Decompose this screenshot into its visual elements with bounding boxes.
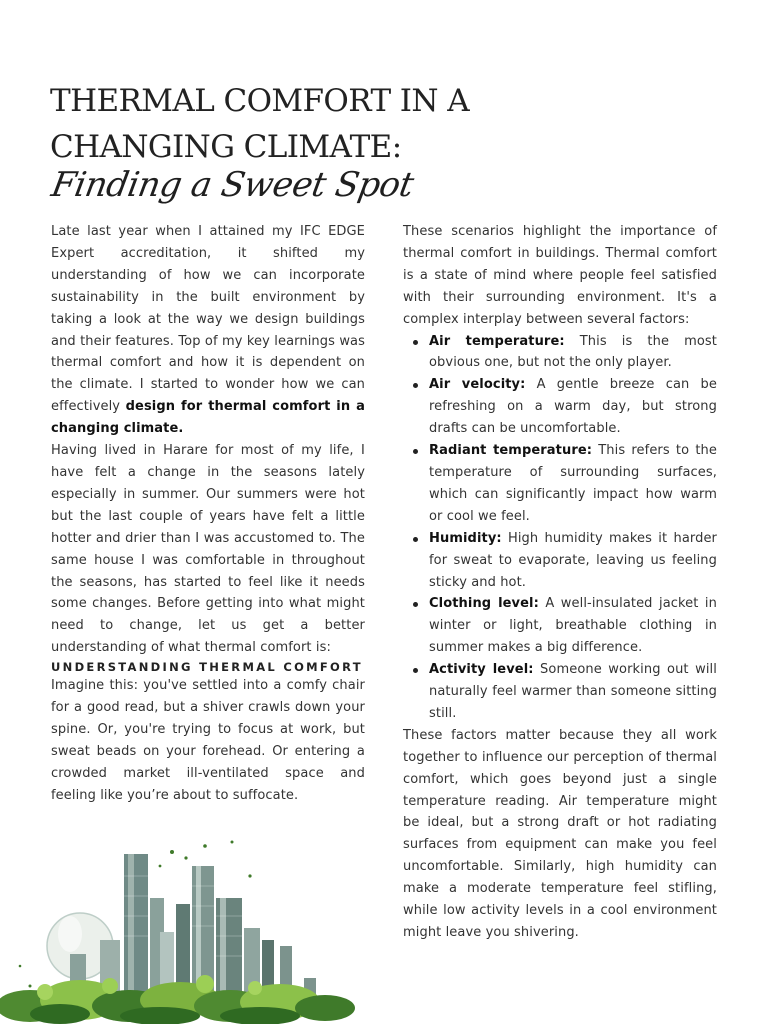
list-item	[403, 374, 717, 440]
factors-list	[403, 331, 717, 725]
section-heading: UNDERSTANDING THERMAL COMFORT	[51, 660, 363, 675]
list-item	[403, 528, 717, 594]
green-city-illustration	[0, 836, 360, 1024]
factor-text: This is the most obvious one, but not the only player.	[429, 333, 717, 371]
factor-text: A gentle breeze can be refreshing on a warm day, but strong drafts can be uncomfortable.	[429, 377, 717, 437]
factor-label: Air velocity:	[429, 377, 526, 393]
factor-text: High humidity makes it harder for sweat to evaporate, leaving us feeling sticky and hot.	[429, 530, 717, 590]
title-line-2: CHANGING CLIMATE:	[50, 129, 402, 165]
list-item	[403, 331, 717, 375]
list-item	[403, 659, 717, 725]
factor-label: Air temperature:	[429, 333, 565, 349]
factor-text: This refers to the temperature of surrounding surfaces, which can significantly impact how warm or cool we feel.	[429, 443, 717, 524]
intro-text: Late last year when I attained my IFC EDGE Expert accreditation, it shifted my understanding of how we can incorporate sustainability in the built environment by taking a look at the way we design buildings and their features. Top of my key learnings was thermal comfort and how it is dependent on the climate. I started to wonder how we can effectively	[51, 224, 365, 415]
intro-emphasis: design for thermal comfort in a changing climate.	[51, 399, 365, 437]
factor-label: Activity level:	[429, 662, 534, 678]
left-column	[51, 221, 365, 807]
title-line-1: THERMAL COMFORT IN A	[50, 83, 469, 119]
article-title	[50, 78, 510, 170]
intro-paragraph	[51, 221, 365, 440]
scenarios-paragraph: These scenarios highlight the importance of thermal comfort in buildings. Thermal comfort is a state of mind where people feel satisfied with their surrounding environment. It's a complex interplay between several factors:	[403, 224, 717, 327]
right-column	[403, 221, 717, 944]
factor-label: Humidity:	[429, 530, 502, 546]
conclusion-paragraph: These factors matter because they all work together to influence our perception of thermal comfort, which goes beyond just a single temperature reading. Air temperature might be ideal, but a strong draft or hot radiating surfaces from equipment can make you feel uncomfortable. Similarly, high humidity can make a moderate temperature feel stifling, while low activity levels in a cool environment might leave you shivering.	[403, 727, 717, 940]
harare-paragraph: Having lived in Harare for most of my life, I have felt a change in the seasons lately especially in summer. Our summers were hot but the last couple of years have felt a little hotter and drier than I was accustomed to. The same house I was comfortable in throughout the seasons, has started to feel like it needs some changes. Before getting into what might need to change, let us get a better understanding of what thermal comfort is:	[51, 443, 365, 656]
subtitle-text: Finding a Sweet Spot	[48, 165, 417, 205]
script-subtitle	[48, 160, 418, 210]
list-item	[403, 440, 717, 528]
factor-label: Radiant temperature:	[429, 443, 593, 459]
list-item	[403, 593, 717, 659]
factor-text: Someone working out will naturally feel warmer than someone sitting still.	[429, 662, 717, 721]
factor-text: A well-insulated jacket in winter or light, breathable clothing in summer makes a big difference.	[429, 596, 717, 656]
factor-label: Clothing level:	[429, 596, 539, 612]
imagine-paragraph: Imagine this: you've settled into a comfy chair for a good read, but a shiver crawls down your spine. Or, you're trying to focus at work, but sweat beads on your forehead. Or entering a crowded market ill-ventilated space and feeling like you’re about to suffocate.	[51, 678, 365, 803]
